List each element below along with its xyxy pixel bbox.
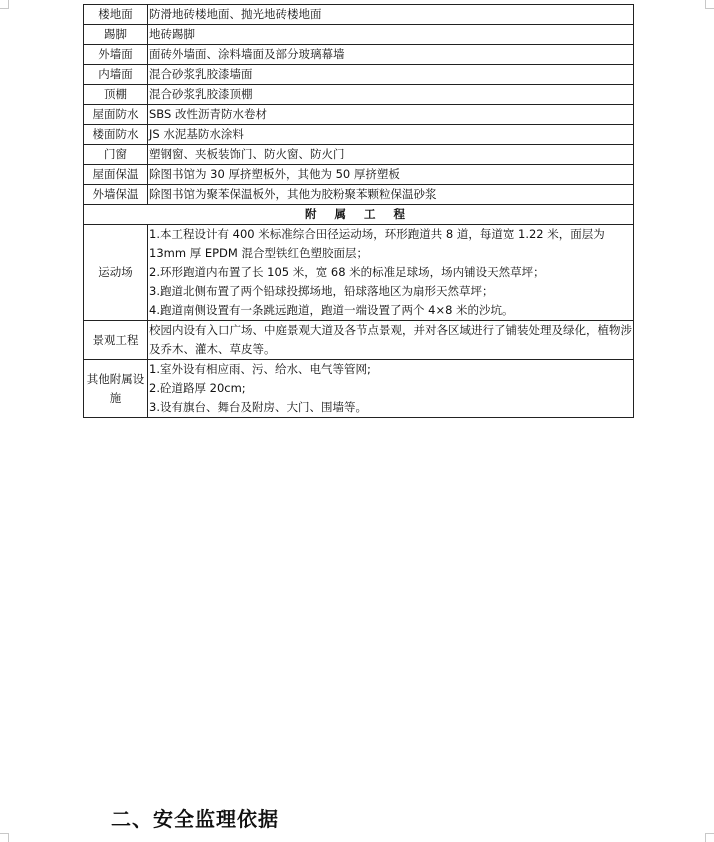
row-value: 防滑地砖楼地面、抛光地砖楼地面 xyxy=(148,5,634,25)
table-row xyxy=(84,25,634,45)
line: 2.砼道路厚 20cm; xyxy=(149,381,246,395)
row-value: JS 水泥基防水涂料 xyxy=(148,125,634,145)
table-row xyxy=(84,65,634,85)
row-label: 内墙面 xyxy=(84,65,148,85)
line: 1.本工程设计有 400 米标准综合田径运动场，环形跑道共 8 道，每道宽 1.22 米，面层为 13mm 厚 EPDM 混合型铁红色塑胶面层； xyxy=(149,227,605,260)
page-corner-mark xyxy=(0,0,9,9)
table-row xyxy=(84,125,634,145)
table-row xyxy=(84,225,634,321)
row-label: 屋面防水 xyxy=(84,105,148,125)
row-value: 混合砂浆乳胶漆顶棚 xyxy=(148,85,634,105)
row-value xyxy=(148,360,634,418)
row-value: 面砖外墙面、涂料墙面及部分玻璃幕墙 xyxy=(148,45,634,65)
row-label: 门窗 xyxy=(84,145,148,165)
row-value: 除图书馆为聚苯保温板外，其他为胶粉聚苯颗粒保温砂浆 xyxy=(148,185,634,205)
section-header-row xyxy=(84,205,634,225)
row-label: 外墙保温 xyxy=(84,185,148,205)
page-corner-mark xyxy=(0,833,9,842)
row-label: 景观工程 xyxy=(84,321,148,360)
row-value xyxy=(148,225,634,321)
table-row xyxy=(84,360,634,418)
line: 1.室外设有相应雨、污、给水、电气等管网; xyxy=(149,362,371,376)
row-value: 塑钢窗、夹板装饰门、防火窗、防火门 xyxy=(148,145,634,165)
line: 3.跑道北侧布置了两个铅球投掷场地，铅球落地区为扇形天然草坪； xyxy=(149,284,494,298)
table-row xyxy=(84,145,634,165)
page-corner-mark xyxy=(705,833,714,842)
table-row xyxy=(84,5,634,25)
section-title: 附 属 工 程 xyxy=(84,205,634,225)
table-row xyxy=(84,105,634,125)
row-value: 混合砂浆乳胶漆墙面 xyxy=(148,65,634,85)
line: 3.设有旗台、舞台及附房、大门、围墙等。 xyxy=(149,400,367,414)
row-label: 楼面防水 xyxy=(84,125,148,145)
row-label: 踢脚 xyxy=(84,25,148,45)
row-label: 楼地面 xyxy=(84,5,148,25)
table-row xyxy=(84,185,634,205)
line: 4.跑道南侧设置有一条跳远跑道，跑道一端设置了两个 4×8 米的沙坑。 xyxy=(149,303,514,317)
section-heading: 二、安全监理依据 xyxy=(111,807,279,831)
row-label: 运动场 xyxy=(84,225,148,321)
row-label: 其他附属设施 xyxy=(84,360,148,418)
table-row xyxy=(84,165,634,185)
table-row xyxy=(84,321,634,360)
row-label: 屋面保温 xyxy=(84,165,148,185)
row-value: 除图书馆为 30 厚挤塑板外，其他为 50 厚挤塑板 xyxy=(148,165,634,185)
row-value: 地砖踢脚 xyxy=(148,25,634,45)
page-corner-mark xyxy=(705,0,714,9)
table-row xyxy=(84,45,634,65)
row-value xyxy=(148,321,634,360)
line: 校园内设有入口广场、中庭景观大道及各节点景观，并对各区域进行了铺装处理及绿化，植物涉及乔木、灌木、草皮等。 xyxy=(149,323,632,356)
row-label: 顶棚 xyxy=(84,85,148,105)
line: 2.环形跑道内布置了长 105 米，宽 68 米的标准足球场，场内铺设天然草坪； xyxy=(149,265,545,279)
table-row xyxy=(84,85,634,105)
row-value: SBS 改性沥青防水卷材 xyxy=(148,105,634,125)
row-label: 外墙面 xyxy=(84,45,148,65)
project-spec-table xyxy=(83,4,634,418)
